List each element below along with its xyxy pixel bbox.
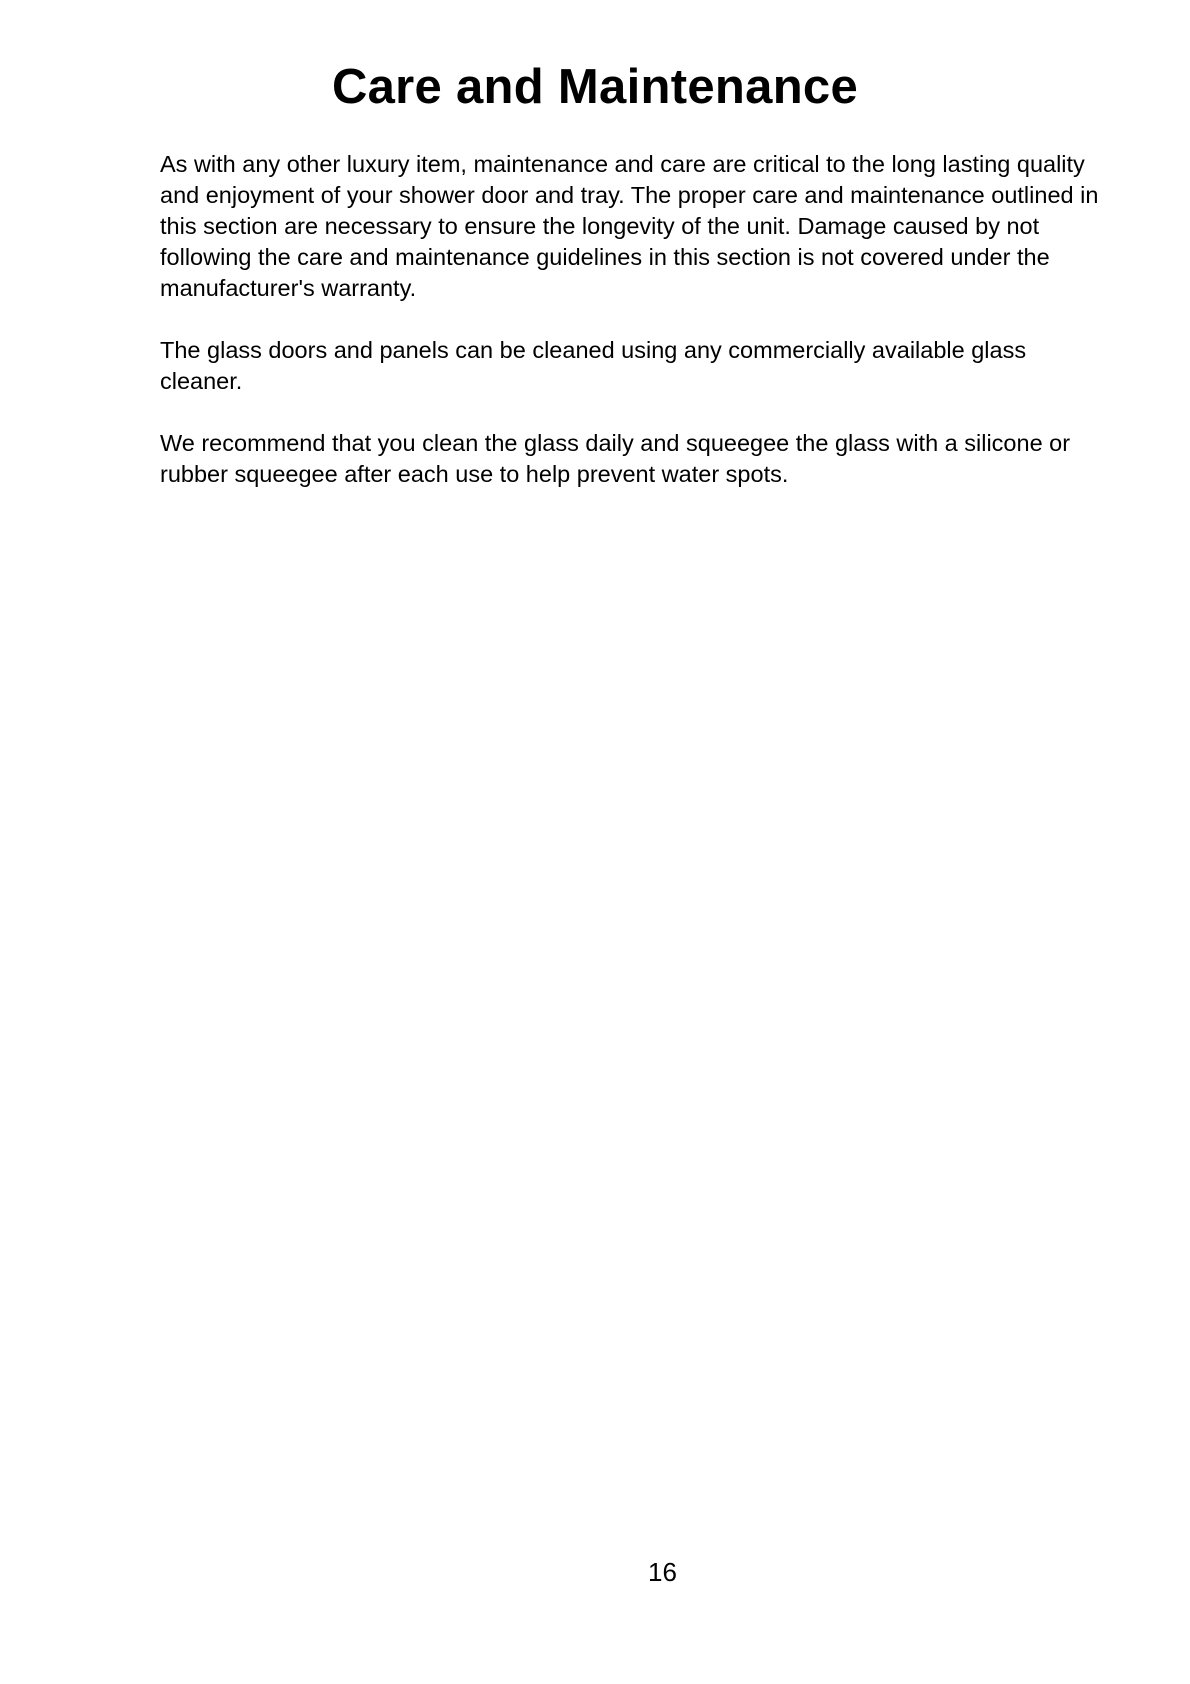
paragraph-squeegee: We recommend that you clean the glass daily and squeegee the glass with a silicone or rubber squeegee after each use to help prevent water spots. — [160, 430, 1071, 487]
paragraph-intro: As with any other luxury item, maintenance and care are critical to the long lasting quality and enjoyment of your shower door and tray. The proper care and maintenance outlined in this section are necessary to ensure the longevity of the unit. Damage caused by not following the care and maintenance guidelines in this section is not covered under the manufacturer's warranty. — [160, 151, 1099, 301]
body-text — [160, 149, 1100, 521]
paragraph-glass-cleaning: The glass doors and panels can be cleaned using any commercially available glass cleaner. — [160, 337, 1027, 394]
page-title: Care and Maintenance — [331, 60, 859, 114]
page-number: 16 — [648, 1557, 677, 1587]
